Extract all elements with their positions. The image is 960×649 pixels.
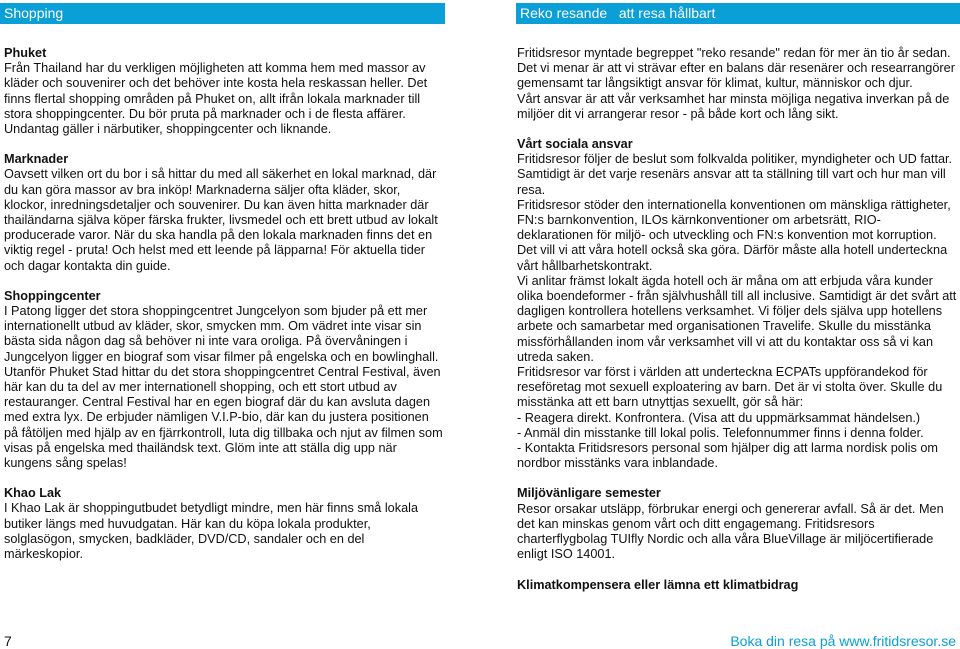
phuket-text: Från Thailand har du verkligen möjligheten att komma hem med massor av kläder och souvenirer och det behöver inte kosta hela reskassan heller. Det finns flertal shopping områden på Phuket on, allt ifrån lokala marknader till stora shoppingcenter. Du bör pruta på marknader och i de flesta affärer. Undantag gäller i närbutiker, shoppingcenter och liknande.	[4, 61, 428, 137]
social-paragraph-3: Vi anlitar främst lokalt ägda hotell och är måna om att erbjuda våra kunder olika boendeformer - från självhushåll till all inclusive. Samtidigt är det svårt att dagligen kontrollera hotellens verksamhet. Vi följer dels själva upp hotellens arbete och samarbetar med organisationen Travelife. Skulle du misstänka missförhållanden inom vår verksamhet vill vi att du kontaktar oss så vi kan utreda saken.	[517, 273, 957, 364]
khaolak-heading: Khao Lak	[4, 486, 62, 501]
social-paragraph-1: Fritidsresor följer de beslut som folkvalda politiker, myndigheter och UD fattar. Samtidigt är det varje resenärs ansvar att ta ställning till vart och hur man vill resa.	[517, 152, 953, 197]
social-responsibility-section	[517, 137, 957, 471]
social-list-item-1: - Reagera direkt. Konfrontera. (Visa att du uppmärksammat händelsen.)	[517, 410, 921, 425]
reko-resande-header-title: Reko resande att resa hållbart	[520, 5, 716, 21]
khaolak-section	[4, 486, 444, 562]
shopping-header-bar	[0, 3, 445, 24]
khaolak-text: I Khao Lak är shoppingutbudet betydligt mindre, men här finns små lokala butiker längs med huvudgatan. Här kan du köpa lokala produkter, solglasögon, smycken, badkläder, DVD/CD, sandaler och en del märkeskopior.	[4, 501, 418, 562]
social-paragraph-2: Fritidsresor stöder den internationella konventionen om mänskliga rättigheter, FN:s barnkonvention, ILOs kärnkonventioner om arbetsrätt, RIO-deklarationen för miljö- och utveckling och FN:s konvention mot korruption. Det vill vi att våra hotell också ska göra. Därför måste alla hotell underteckna vårt hållbarhetskontrakt.	[517, 197, 951, 273]
klimat-section	[517, 578, 957, 593]
social-list-item-2: - Anmäl din misstanke till lokal polis. Telefonnummer finns i denna folder.	[517, 425, 924, 440]
intro-section	[517, 46, 957, 122]
phuket-heading: Phuket	[4, 46, 47, 60]
miljo-heading: Miljövänligare semester	[517, 486, 661, 501]
intro-paragraph-1: Fritidsresor myntade begreppet "reko resande" redan för mer än tio år sedan. Det vi menar är att vi strävar efter en balans där resenärer och researrangörer gemensamt tar långsiktigt ansvar för klimat, kultur, människor och djur.	[517, 46, 955, 91]
shoppingcenter-heading: Shoppingcenter	[4, 288, 101, 303]
left-column	[4, 46, 444, 577]
phuket-section	[4, 46, 444, 137]
marknader-section	[4, 152, 444, 274]
marknader-text: Oavsett vilken ort du bor i så hittar du med all säkerhet en lokal marknad, där du kan göra massor av bra inköp! Marknaderna säljer ofta kläder, skor, klockor, inredningsdetaljer och souvenirer. Du kan även hitta marknader där thailändarna själva köper färska frukter, livsmedel och ett brett utbud av lokalt producerade varor. När du ska handla på den lokala marknaden finns det en viktig regel - pruta! Och helst med ett leende på läpparna! För aktuella tider och dagar kontakta din guide.	[4, 167, 438, 273]
miljo-section	[517, 486, 957, 562]
shoppingcenter-paragraph-2: Utanför Phuket Stad hittar du det stora shoppingcentret Central Festival, även här kan du ta del av mer internationell shopping, och ett stort utbud av restauranger. Central Festival har en egen biograf där du kan avsluta dagen med extra lyx. De erbjuder nämligen V.I.P-bio, där kan du justera positionen på fåtöljen med hjälp av en fjärrkontroll, luta dig tillbaka och njut av filmen som visas på engelska med thailändsk text. Glöm inte att ställa dig upp när kungens sång spelas!	[4, 364, 443, 471]
social-list-item-3: - Kontakta Fritidsresors personal som hjälper dig att larma nordisk polis om nordbor misstänks vara inblandade.	[517, 441, 938, 471]
booking-link[interactable]: Boka din resa på www.fritidsresor.se	[730, 633, 956, 649]
shopping-header-title: Shopping	[4, 5, 64, 21]
shoppingcenter-section	[4, 289, 444, 471]
klimat-heading: Klimatkompensera eller lämna ett klimatbidrag	[517, 577, 799, 592]
social-responsibility-heading: Vårt sociala ansvar	[517, 137, 633, 152]
page-number: 7	[4, 633, 12, 649]
marknader-heading: Marknader	[4, 152, 69, 167]
miljo-paragraph: Resor orsakar utsläpp, förbrukar energi och genererar avfall. Så är det. Men det kan minskas genom vårt och ditt engagemang. Fritidsresors charterflygbolag TUIfly Nordic och alla våra BlueVillage är miljöcertifierade enligt ISO 14001.	[517, 501, 944, 562]
social-paragraph-4: Fritidsresor var först i världen att underteckna ECPATs uppförandekod för reseföretag mot sexuell exploatering av barn. Det är vi stolta över. Skulle du misstänka att ett barn utnyttjas sexuellt, gör så här:	[517, 365, 943, 410]
right-column	[517, 46, 957, 608]
intro-paragraph-2: Vårt ansvar är att vår verksamhet har minsta möjliga negativa inverkan på de miljöer dit vi arrangerar resor - på både kort och lång sikt.	[517, 91, 950, 121]
shoppingcenter-paragraph-1: I Patong ligger det stora shoppingcentret Jungcelyon som bjuder på ett mer internationellt utbud av kläder, skor, smycken mm. Om vädret inte visar sin bästa sida någon dag så behöver ni inte vara oroliga. På övervåningen i Jungcelyon ligger en biograf som visar filmer på engelska och en bowlinghall.	[4, 304, 439, 364]
reko-resande-header-bar	[516, 3, 960, 24]
